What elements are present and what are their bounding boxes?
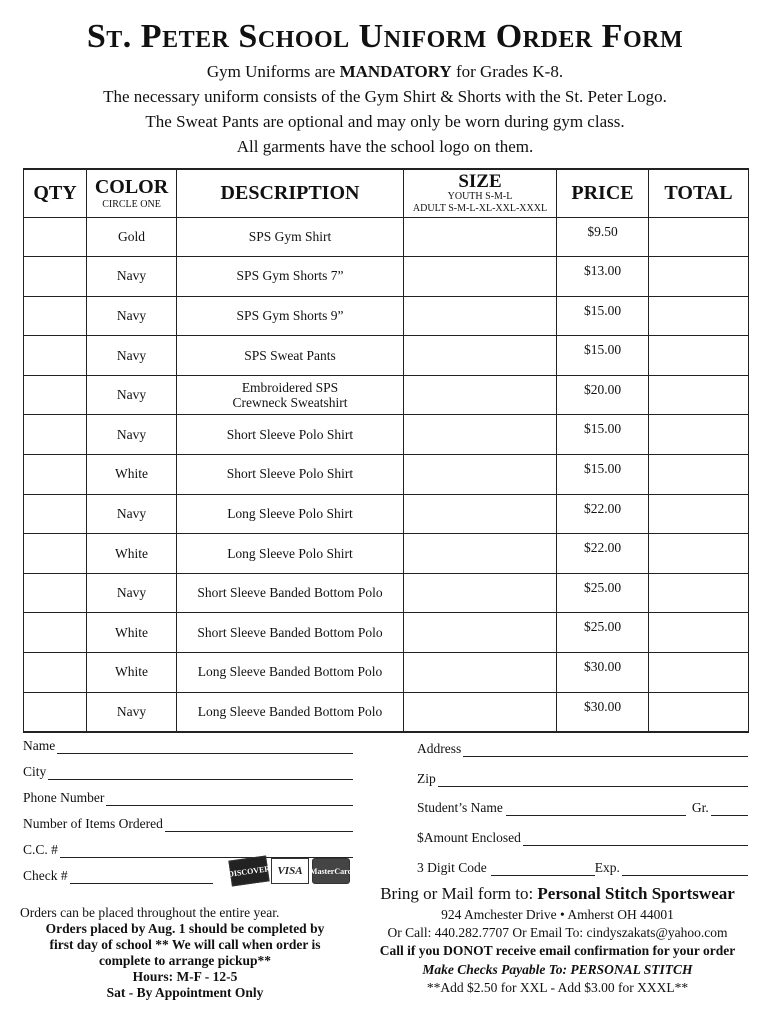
price-cell: $22.00: [557, 534, 649, 574]
size-cell[interactable]: [404, 692, 557, 732]
description-cell: Short Sleeve Polo Shirt: [177, 455, 404, 495]
color-cell[interactable]: Navy: [87, 494, 177, 534]
table-row: [24, 613, 749, 653]
color-cell[interactable]: Navy: [87, 375, 177, 415]
city-field[interactable]: City: [23, 764, 353, 780]
color-cell[interactable]: Navy: [87, 573, 177, 613]
qty-cell[interactable]: [24, 415, 87, 455]
description-cell: Embroidered SPS Crewneck Sweatshirt: [177, 375, 404, 415]
total-cell[interactable]: [649, 494, 749, 534]
color-cell[interactable]: White: [87, 455, 177, 495]
grade-label: Gr.: [691, 800, 709, 815]
expiration-label: Exp.: [594, 860, 620, 875]
price-cell: $25.00: [557, 573, 649, 613]
table-row: [24, 653, 749, 693]
zip-field[interactable]: Zip: [417, 771, 748, 787]
header-qty: QTY: [24, 169, 87, 217]
price-cell: $30.00: [557, 653, 649, 693]
table-row: [24, 455, 749, 495]
description-cell: Short Sleeve Banded Bottom Polo: [177, 613, 404, 653]
total-cell[interactable]: [649, 692, 749, 732]
size-cell[interactable]: [404, 415, 557, 455]
qty-cell[interactable]: [24, 573, 87, 613]
qty-cell[interactable]: [24, 613, 87, 653]
qty-cell[interactable]: [24, 257, 87, 297]
size-cell[interactable]: [404, 573, 557, 613]
intro-line-4: All garments have the school logo on them.: [236, 137, 534, 156]
qty-cell[interactable]: [24, 375, 87, 415]
color-cell[interactable]: Navy: [87, 257, 177, 297]
order-info-line: Orders can be placed throughout the entire year.: [20, 905, 280, 920]
qty-cell[interactable]: [24, 336, 87, 376]
total-cell[interactable]: [649, 455, 749, 495]
header-price: PRICE: [557, 169, 649, 217]
qty-cell[interactable]: [24, 692, 87, 732]
color-cell[interactable]: Navy: [87, 692, 177, 732]
total-cell[interactable]: [649, 296, 749, 336]
total-cell[interactable]: [649, 415, 749, 455]
order-info-line: complete to arrange pickup**: [98, 952, 272, 968]
check-number-field[interactable]: Check #: [23, 868, 213, 884]
phone-field[interactable]: Phone Number: [23, 790, 353, 806]
description-cell: Long Sleeve Polo Shirt: [177, 494, 404, 534]
mailing-info: [355, 883, 760, 997]
surcharge-note: **Add $2.50 for XXL - Add $3.00 for XXXL**: [426, 979, 689, 995]
price-cell: $22.00: [557, 494, 649, 534]
contact-info: Or Call: 440.282.7707 Or Email To: cindyszakats@yahoo.com: [387, 925, 728, 941]
size-cell[interactable]: [404, 534, 557, 574]
intro-text: Gym Uniforms are: [206, 62, 340, 81]
qty-cell[interactable]: [24, 653, 87, 693]
checks-payable-note: Make Checks Payable To: PERSONAL STITCH: [422, 961, 693, 977]
total-cell[interactable]: [649, 534, 749, 574]
table-row: [24, 336, 749, 376]
size-cell[interactable]: [404, 336, 557, 376]
intro-text: for Grades K-8.: [451, 62, 564, 81]
total-cell[interactable]: [649, 217, 749, 257]
amount-enclosed-field[interactable]: $Amount Enclosed: [417, 830, 748, 846]
header-size: SIZE YOUTH S-M-L ADULT S-M-L-XL-XXL-XXXL: [404, 169, 557, 217]
table-row: [24, 415, 749, 455]
description-cell: SPS Sweat Pants: [177, 336, 404, 376]
size-cell[interactable]: [404, 455, 557, 495]
bring-or-mail: Bring or Mail form to: Personal Stitch Sportswear: [380, 884, 735, 903]
student-name-field[interactable]: Student’s Name Gr.: [417, 800, 748, 816]
price-cell: $25.00: [557, 613, 649, 653]
description-cell: Long Sleeve Banded Bottom Polo: [177, 653, 404, 693]
total-cell[interactable]: [649, 653, 749, 693]
header-description: DESCRIPTION: [177, 169, 404, 217]
page-title: St. Peter School Uniform Order Form: [86, 18, 684, 55]
price-cell: $20.00: [557, 375, 649, 415]
description-cell: SPS Gym Shorts 7”: [177, 257, 404, 297]
price-cell: $15.00: [557, 336, 649, 376]
size-cell[interactable]: [404, 257, 557, 297]
color-cell[interactable]: Navy: [87, 296, 177, 336]
price-cell: $30.00: [557, 692, 649, 732]
total-cell[interactable]: [649, 375, 749, 415]
price-cell: $15.00: [557, 455, 649, 495]
table-row: [24, 217, 749, 257]
security-code-field[interactable]: 3 Digit Code Exp.: [417, 860, 748, 876]
items-ordered-field[interactable]: Number of Items Ordered: [23, 816, 353, 832]
confirmation-note: Call if you DONOT receive email confirmation for your order: [379, 943, 736, 959]
color-cell[interactable]: White: [87, 653, 177, 693]
qty-cell[interactable]: [24, 296, 87, 336]
mastercard-icon: MasterCard: [312, 858, 350, 884]
qty-cell[interactable]: [24, 455, 87, 495]
credit-card-field[interactable]: C.C. #: [23, 842, 353, 858]
intro-line-2: The necessary uniform consists of the Gym Shirt & Shorts with the St. Peter Logo.: [103, 87, 667, 106]
description-cell: Short Sleeve Polo Shirt: [177, 415, 404, 455]
color-cell[interactable]: White: [87, 534, 177, 574]
total-cell[interactable]: [649, 613, 749, 653]
color-cell[interactable]: Navy: [87, 336, 177, 376]
table-header-row: [24, 169, 749, 217]
visa-card-icon: VISA: [271, 858, 309, 884]
intro-line-1: [0, 62, 770, 82]
table-row: [24, 375, 749, 415]
size-cell[interactable]: [404, 375, 557, 415]
hours-line: Hours: M-F - 12-5: [132, 968, 238, 984]
table-row: [24, 573, 749, 613]
size-cell[interactable]: [404, 296, 557, 336]
price-cell: $15.00: [557, 296, 649, 336]
color-cell[interactable]: Navy: [87, 415, 177, 455]
price-cell: $15.00: [557, 415, 649, 455]
table-row: [24, 296, 749, 336]
size-cell[interactable]: [404, 217, 557, 257]
qty-cell[interactable]: [24, 217, 87, 257]
table-row: [24, 692, 749, 732]
mailing-address: 924 Amchester Drive • Amherst OH 44001: [441, 906, 674, 922]
discover-card-icon: DISCOVER: [228, 855, 269, 886]
name-field[interactable]: Name: [23, 738, 353, 754]
payment-cards: [227, 858, 353, 884]
intro-mandatory: MANDATORY: [339, 62, 452, 81]
total-cell[interactable]: [649, 257, 749, 297]
size-cell[interactable]: [404, 613, 557, 653]
description-cell: Long Sleeve Banded Bottom Polo: [177, 692, 404, 732]
table-row: [24, 534, 749, 574]
order-table: [23, 168, 749, 733]
total-cell[interactable]: [649, 336, 749, 376]
description-cell: Short Sleeve Banded Bottom Polo: [177, 573, 404, 613]
size-cell[interactable]: [404, 653, 557, 693]
hours-line: Sat - By Appointment Only: [106, 984, 264, 1000]
intro-line-3: The Sweat Pants are optional and may only be worn during gym class.: [145, 112, 625, 131]
color-cell[interactable]: Gold: [87, 217, 177, 257]
order-info-line: first day of school ** We will call when order is: [49, 936, 321, 952]
order-info: [20, 905, 350, 1001]
table-row: [24, 494, 749, 534]
price-cell: $9.50: [557, 217, 649, 257]
qty-cell[interactable]: [24, 534, 87, 574]
header-color: COLOR CIRCLE ONE: [87, 169, 177, 217]
description-cell: Long Sleeve Polo Shirt: [177, 534, 404, 574]
address-field[interactable]: Address: [417, 741, 748, 757]
order-info-line: Orders placed by Aug. 1 should be completed by: [45, 920, 325, 936]
description-cell: SPS Gym Shirt: [177, 217, 404, 257]
description-cell: SPS Gym Shorts 9”: [177, 296, 404, 336]
color-cell[interactable]: White: [87, 613, 177, 653]
total-cell[interactable]: [649, 573, 749, 613]
table-row: [24, 257, 749, 297]
qty-cell[interactable]: [24, 494, 87, 534]
price-cell: $13.00: [557, 257, 649, 297]
header-total: TOTAL: [649, 169, 749, 217]
size-cell[interactable]: [404, 494, 557, 534]
